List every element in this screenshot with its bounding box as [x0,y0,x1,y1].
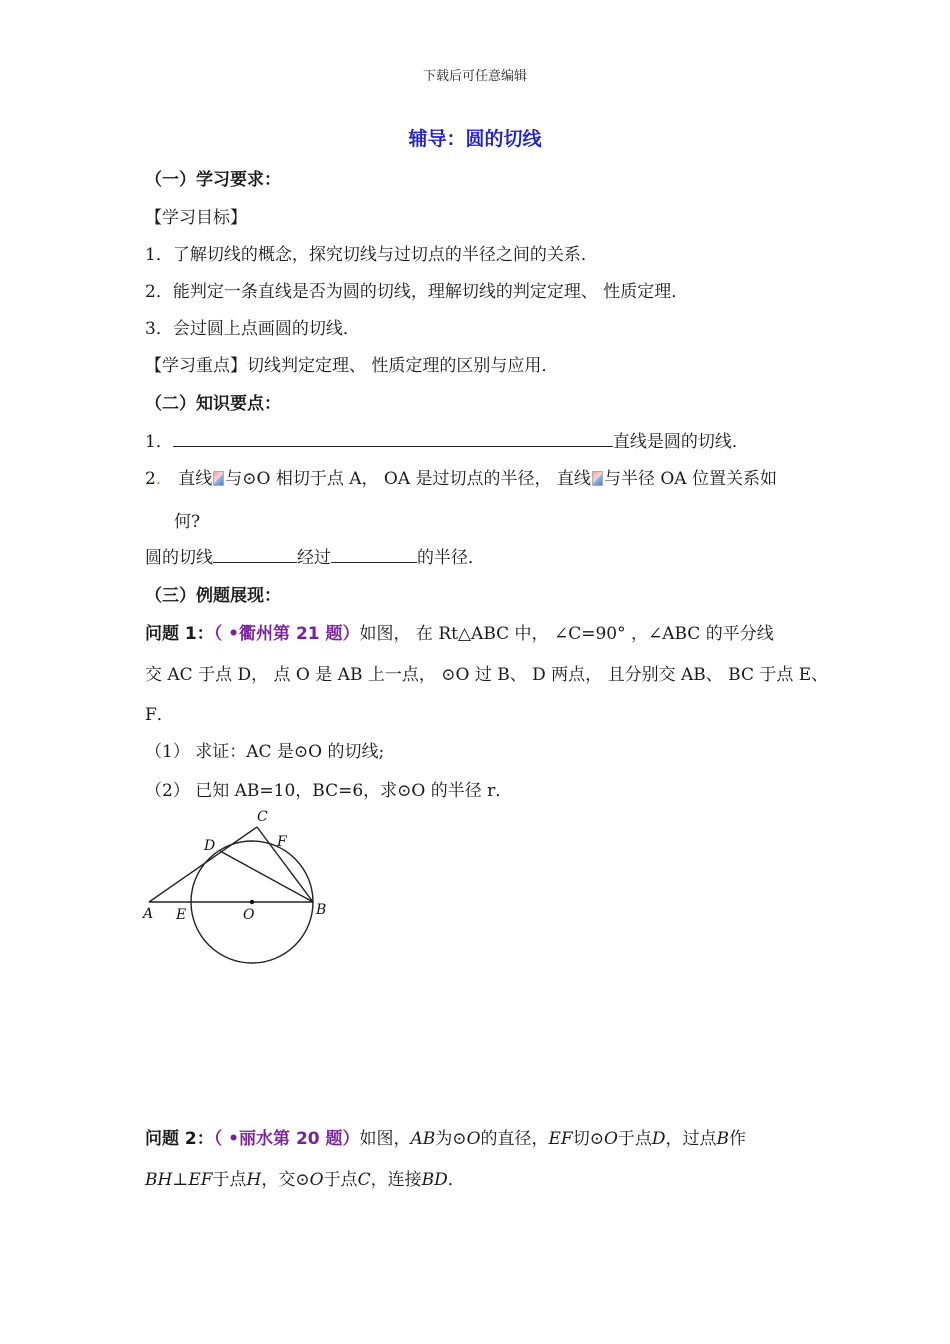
fill-blank-2 [213,548,297,563]
fill-text-b: 经过 [297,548,331,568]
goal-1: 1．了解切线的概念，探究切线与过切点的半径之间的关系． [145,245,598,265]
q2-text: 于点 [617,1129,652,1149]
q2-text: 于点 [212,1170,247,1190]
label-d: D [204,838,216,854]
label-f: F [277,834,287,850]
knowledge-item-2 [145,464,777,489]
q2-var-o: O [466,1129,481,1149]
document-title: 辅导：圆的切线 [408,128,542,150]
problem-2-line-2 [145,1165,465,1190]
q2-text: 如图， [359,1129,411,1149]
broken-image-icon [592,471,603,486]
q2-var-ef: EF [548,1129,573,1149]
q2-text: ． [447,1170,465,1190]
label-o: O [243,907,255,923]
q2-text: 切⊙ [572,1129,604,1149]
page-header: 下载后可任意编辑 [422,69,527,84]
goals-label: 【学习目标】 [145,208,247,228]
item2-dot: ． [155,469,173,489]
q2-var-bd: BD [421,1170,448,1190]
goal-3: 3．会过圆上点画圆的切线． [145,319,360,339]
q2-var-b: B [716,1129,730,1149]
problem-1-line-3: F． [145,705,174,725]
focus-label: 【学习重点】 [145,356,247,376]
q2-text: 于点 [323,1170,358,1190]
item2-num: 2 [145,469,156,489]
fill-text-c: 的半径． [417,548,485,568]
fill-blank-1 [173,432,613,447]
geometry-figure [140,800,340,975]
label-e: E [176,907,187,923]
q2-var-d: D [651,1129,666,1149]
q2-text: ⊥ [172,1170,189,1190]
focus-text: 切线判定定理、 性质定理的区别与应用． [247,356,559,376]
problem-1-text-1: 如图， 在 Rt△ABC 中， ∠C=90° ，∠ABC 的平分线 [359,624,774,644]
problem-1-line-1 [145,619,774,644]
q2-var-o: O [309,1170,324,1190]
broken-image-icon [213,471,224,486]
q2-var-h: H [246,1170,262,1190]
center-point-o [250,900,254,904]
segment-ac [149,827,257,902]
problem-1-label: 问题 1： [145,624,214,644]
fill-sentence [145,543,485,568]
section1-heading: （一）学习要求： [145,170,281,190]
q2-var-ef: EF [188,1170,213,1190]
q2-text: ，连接 [370,1170,422,1190]
q2-text: 为⊙ [435,1129,467,1149]
problem-1-sub-1: （1） 求证：AC 是⊙O 的切线; [145,742,385,762]
problem-1-sub-2: （2） 已知 AB=10，BC=6，求⊙O 的半径 r． [145,781,513,801]
q2-text: ，过点 [665,1129,717,1149]
q2-text: 的直径， [480,1129,549,1149]
focus-line [145,351,558,376]
item1-prefix: 1． [145,432,173,452]
fill-blank-3 [331,548,417,563]
q2-var-ab: AB [410,1129,436,1149]
section3-heading: （三）例题展现： [145,586,281,606]
q2-var-o: O [603,1129,618,1149]
fill-text-a: 圆的切线 [145,548,213,568]
q2-var-bh: BH [145,1170,173,1190]
problem-1-line-2: 交 AC 于点 D， 点 O 是 AB 上一点， ⊙O 过 B、 D 两点， 且分别交 AB、 BC 于点 E、 [145,665,829,685]
problem-1-source: （ •衢州第 21 题） [213,624,360,644]
item1-suffix: 直线是圆的切线． [612,432,749,452]
knowledge-item-1 [145,427,749,452]
q2-var-c: C [357,1170,371,1190]
item2-text-c: 与半径 OA 位置关系如 [603,469,777,489]
section2-heading: （二）知识要点： [145,394,281,414]
problem-2-source: （ •丽水第 20 题） [213,1129,360,1149]
problem-2-line-1 [145,1124,746,1149]
item2-text-b: 与⊙O 相切于点 A， OA 是过切点的半径， 直线 [225,469,591,489]
problem-2-label: 问题 2： [145,1129,214,1149]
q2-text: ，交⊙ [261,1170,310,1190]
label-c: C [257,809,268,825]
label-b: B [316,902,327,918]
label-a: A [143,906,154,922]
q2-text: 作 [729,1129,747,1149]
segment-db [220,851,313,902]
goal-2: 2．能判定一条直线是否为圆的切线，理解切线的判定定理、 性质定理． [145,282,689,302]
knowledge-item-2-continued: 何? [174,512,201,532]
item2-text-a: 直线 [178,469,213,489]
